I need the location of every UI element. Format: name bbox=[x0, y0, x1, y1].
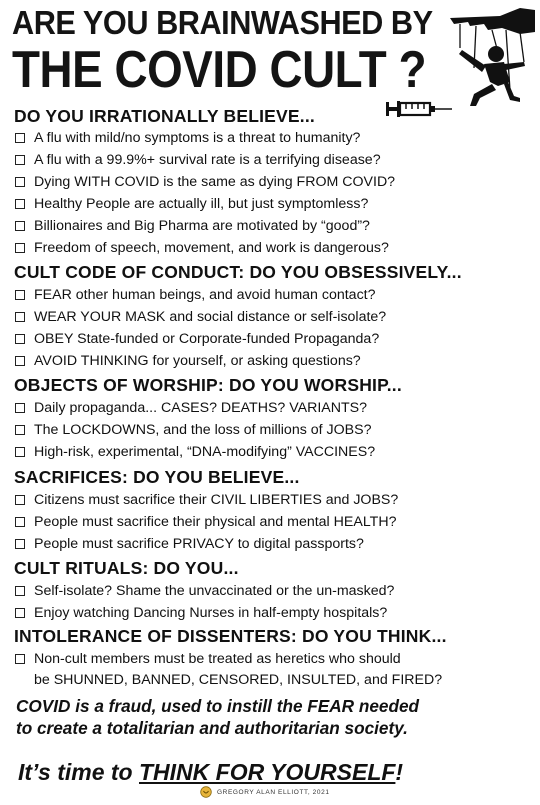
title-line-1: ARE YOU BRAINWASHED BY bbox=[12, 4, 433, 41]
checkbox-icon bbox=[15, 243, 25, 253]
checklist-item: Dying WITH COVID is the same as dying FROM COVID? bbox=[14, 174, 395, 190]
section-heading-worship: OBJECTS OF WORSHIP: DO YOU WORSHIP... bbox=[14, 375, 402, 395]
checkbox-icon bbox=[15, 517, 25, 527]
section-heading-belief: DO YOU IRRATIONALLY BELIEVE... bbox=[14, 106, 315, 126]
checkbox-icon bbox=[15, 334, 25, 344]
section-heading-intolerance: INTOLERANCE OF DISSENTERS: DO YOU THINK... bbox=[14, 626, 447, 646]
checklist-item: Enjoy watching Dancing Nurses in half-empty hospitals? bbox=[14, 605, 387, 621]
checkbox-icon bbox=[15, 290, 25, 300]
checklist-item: The LOCKDOWNS, and the loss of millions of JOBS? bbox=[14, 422, 371, 438]
checklist-item: A flu with a 99.9%+ survival rate is a terrifying disease? bbox=[14, 152, 381, 168]
checkbox-icon bbox=[15, 586, 25, 596]
section-heading-sacrifices: SACRIFICES: DO YOU BELIEVE... bbox=[14, 467, 300, 487]
checklist-item: AVOID THINKING for yourself, or asking questions? bbox=[14, 353, 361, 369]
checkbox-icon bbox=[15, 403, 25, 413]
checkbox-icon bbox=[15, 133, 25, 143]
checklist-item: WEAR YOUR MASK and social distance or self-isolate? bbox=[14, 309, 386, 325]
checklist-item: Citizens must sacrifice their CIVIL LIBERTIES and JOBS? bbox=[14, 492, 398, 508]
checklist-item: Freedom of speech, movement, and work is dangerous? bbox=[14, 240, 389, 256]
checkbox-icon bbox=[15, 425, 25, 435]
checkbox-icon bbox=[15, 177, 25, 187]
checkbox-icon bbox=[15, 654, 25, 664]
checklist-item: Billionaires and Big Pharma are motivated by “good”? bbox=[14, 218, 370, 234]
checkbox-icon bbox=[15, 539, 25, 549]
credit-line: GREGORY ALAN ELLIOTT, 2021 bbox=[200, 786, 330, 798]
syringe-icon bbox=[384, 98, 454, 120]
checkbox-icon bbox=[15, 312, 25, 322]
checklist-item: Healthy People are actually ill, but just symptomless? bbox=[14, 196, 368, 212]
checkbox-icon bbox=[15, 447, 25, 457]
checklist-item: High-risk, experimental, “DNA-modifying” VACCINES? bbox=[14, 444, 375, 460]
credit-logo-icon bbox=[200, 786, 212, 798]
checklist-item-continuation: be SHUNNED, BANNED, CENSORED, INSULTED, and FIRED? bbox=[34, 672, 443, 688]
checkbox-icon bbox=[15, 356, 25, 366]
checklist-item: Daily propaganda... CASES? DEATHS? VARIANTS? bbox=[14, 400, 367, 416]
checklist-item: A flu with mild/no symptoms is a threat to humanity? bbox=[14, 130, 360, 146]
title-line-2: THE COVID CULT ? bbox=[12, 41, 427, 99]
section-heading-rituals: CULT RITUALS: DO YOU... bbox=[14, 558, 239, 578]
conclusion-line-1: COVID is a fraud, used to instill the FEAR needed bbox=[16, 696, 420, 716]
final-call-to-action: It’s time to THINK FOR YOURSELF! bbox=[18, 759, 404, 785]
checklist-item: Non-cult members must be treated as heretics who should bbox=[14, 651, 401, 667]
puppet-figure-icon bbox=[459, 46, 525, 106]
checkbox-icon bbox=[15, 199, 25, 209]
checklist-item: FEAR other human beings, and avoid human contact? bbox=[14, 287, 376, 303]
checklist-item: People must sacrifice PRIVACY to digital passports? bbox=[14, 536, 364, 552]
checkbox-icon bbox=[15, 495, 25, 505]
checkbox-icon bbox=[15, 221, 25, 231]
puppet-illustration bbox=[440, 2, 538, 108]
checklist-item: People must sacrifice their physical and mental HEALTH? bbox=[14, 514, 396, 530]
checklist-item: OBEY State-funded or Corporate-funded Propaganda? bbox=[14, 331, 379, 347]
conclusion-line-2: to create a totalitarian and authoritarian society. bbox=[16, 718, 408, 738]
checkbox-icon bbox=[15, 608, 25, 618]
section-heading-conduct: CULT CODE OF CONDUCT: DO YOU OBSESSIVELY... bbox=[14, 262, 462, 282]
checkbox-icon bbox=[15, 155, 25, 165]
checklist-item: Self-isolate? Shame the unvaccinated or the un-masked? bbox=[14, 583, 394, 599]
